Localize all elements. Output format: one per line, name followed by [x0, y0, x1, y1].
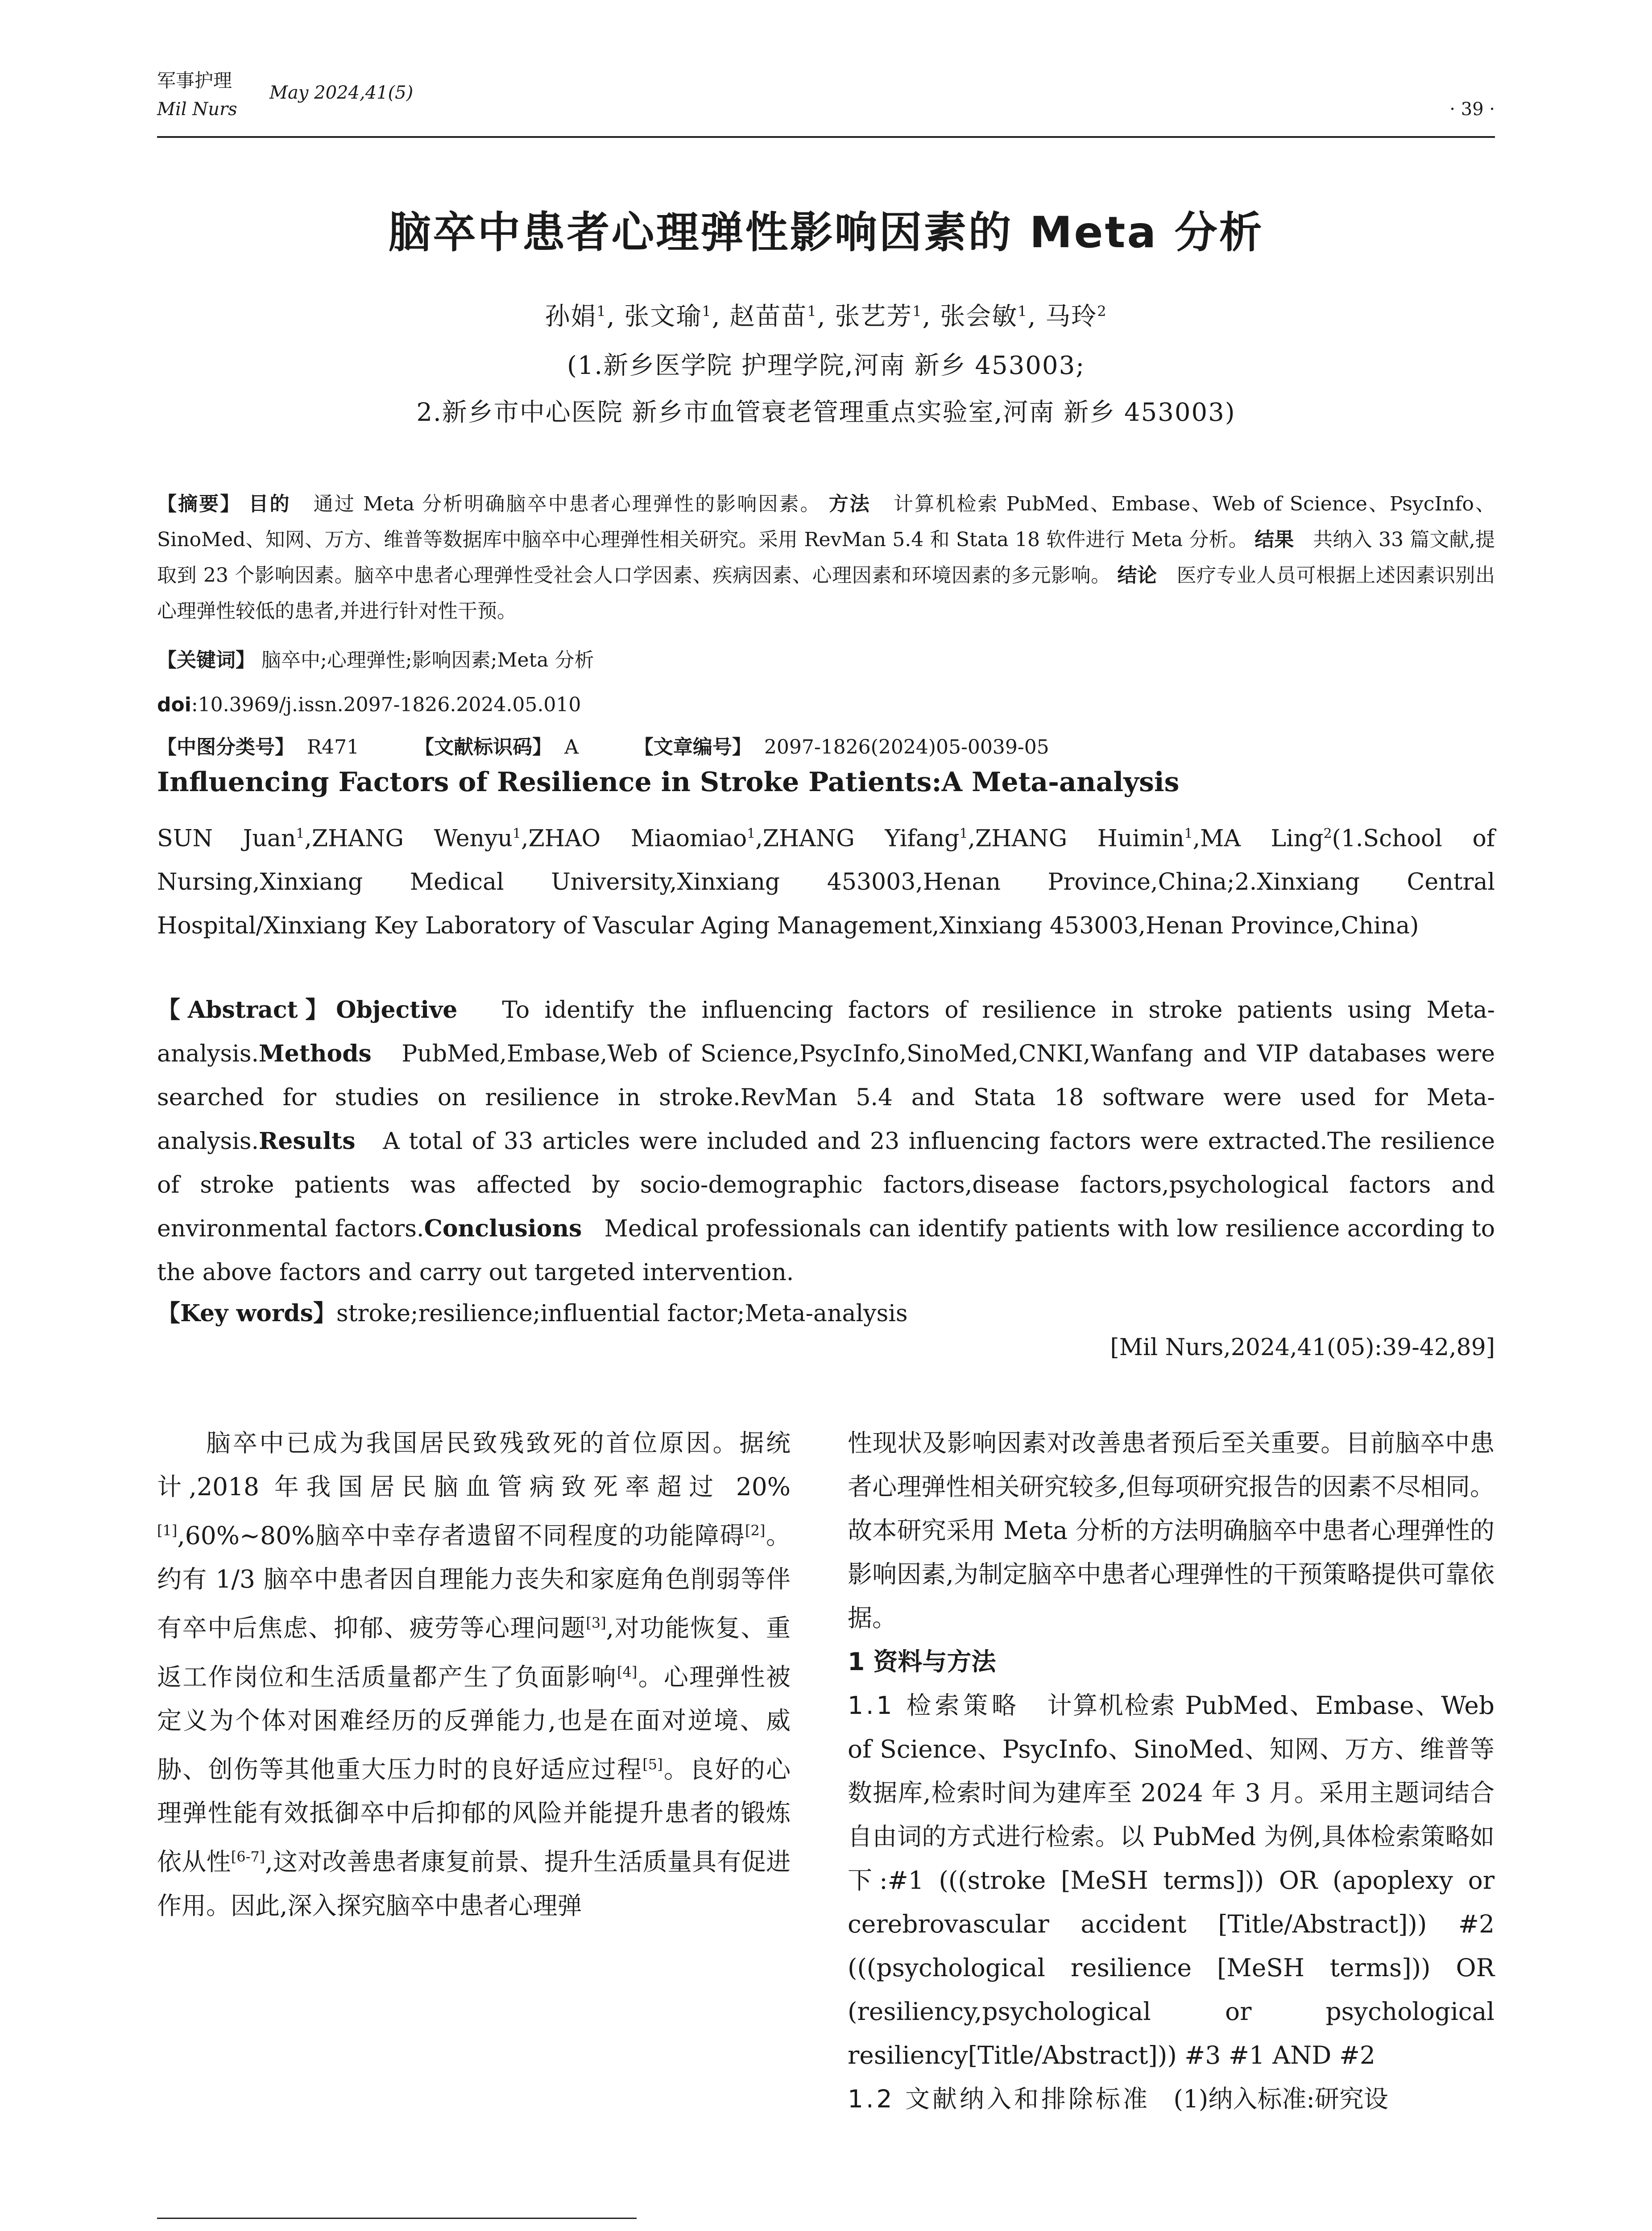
author-list-en: SUN Juan$^1$,ZHANG Wenyu$^1$,ZHAO Miaomiao$^1$,ZHANG Yifang$^1$,ZHANG Huimin$^1$,MA Ling$^2$(1.School of Nursing,Xinxiang Medical University,Xinxiang 453003,Henan Province,China;2.Xinxiang Central Hospital/Xinxiang Key Laboratory of Vascular Aging Management,Xinxiang 453003,Henan Province,China) — [157, 825, 1495, 940]
results-text: 共纳入 33 篇文献,提取到 23 个影响因素。脑卒中患者心理弹性受社会人口学因素、疾病因素、心理因素和环境因素的多元影响。 — [157, 528, 1495, 587]
body-paragraph: 1.2 文献纳入和排除标准 (1)纳入标准:研究设 — [848, 2085, 1388, 2113]
results-en-text: A total of 33 articles were included and 23 influencing factors were extracted.The resilience of stroke patients was affected by socio-demographic factors,disease factors,psychological factors and environmental factors. — [157, 1128, 1495, 1242]
body-paragraph: 脑卒中已成为我国居民致残致死的首位原因。据统计,2018 年我国居民脑血管病致死率超过 20%[1],60%~80%脑卒中幸存者遗留不同程度的功能障碍[2]。约有 1/3 脑卒中患者因自理能力丧失和家庭角色削弱等伴有卒中后焦虑、抑郁、疲劳等心理问题[3],对功能恢复、重返工作岗位和生活质量都产生了负面影响[4]。心理弹性被定义为个体对困难经历的反弹能力,也是在面对逆境、威胁、创伤等其他重大压力时的良好适应过程[5]。良好的心理弹性能有效抵御卒中后抑郁的风险并能提升患者的锻炼依从性[6-7],这对改善患者康复前景、提升生活质量具有促进作用。因此,深入探究脑卒中患者心理弹 — [157, 1429, 791, 1920]
footnote-rule — [157, 2218, 637, 2219]
paper-title: 脑卒中患者心理弹性影响因素的 Meta 分析 — [388, 207, 1264, 257]
objective-label: 目的 — [248, 493, 291, 515]
subsection-heading: 1.1 检索策略 — [848, 1691, 1020, 1720]
reference-mark[interactable]: [2] — [745, 1522, 766, 1539]
classification-line — [157, 730, 1495, 765]
author: 赵苗苗 — [729, 302, 807, 331]
conclusions-en-label: Conclusions — [424, 1215, 582, 1242]
abstract-label: 【摘要】 — [157, 493, 241, 515]
section-heading: 1 资料与方法 — [848, 1647, 996, 1676]
journal-name-en: Mil Nurs — [157, 99, 237, 120]
doi — [157, 687, 1495, 723]
clc-label: 【中图分类号】 — [157, 736, 294, 759]
objective-en-label: Objective — [336, 996, 458, 1024]
objective-en-text: To identify the influencing factors of resilience in stroke patients using Meta-analysis. — [157, 997, 1495, 1067]
conclusions-en-text: Medical professionals can identify patients with low resilience according to the above factors and carry out targeted intervention. — [157, 1215, 1495, 1286]
article-no-value: 2097-1826(2024)05-0039-05 — [764, 736, 1049, 759]
reference-mark[interactable]: [5] — [642, 1755, 663, 1773]
objective-text: 通过 Meta 分析明确脑卒中患者心理弹性的影响因素。 — [313, 493, 821, 515]
author: 孙娟 — [545, 302, 597, 331]
page-number: · 39 · — [1449, 99, 1495, 120]
keywords-en — [157, 1292, 1495, 1335]
keywords-cn — [157, 643, 1495, 678]
issue-info: May 2024,41(5) — [269, 83, 414, 103]
methods-label: 方法 — [828, 493, 871, 515]
author: 马玲 — [1045, 302, 1097, 331]
reference-mark[interactable]: [1] — [157, 1522, 178, 1539]
affiliations-en: (1.School of Nursing,Xinxiang Medical University,Xinxiang 453003,Henan Province,China;2.Xinxiang Central Hospital/Xinxiang Key Laboratory of Vascular Aging Management,Xinxiang 453003,Henan Province,China) — [157, 825, 1495, 940]
author: 张会敏 — [940, 302, 1018, 331]
conclusion-text: 医疗专业人员可根据上述因素识别出心理弹性较低的患者,并进行针对性干预。 — [157, 564, 1495, 622]
doi-label: doi — [157, 693, 191, 716]
header-rule — [157, 136, 1495, 138]
affiliation-1: (1.新乡医学院 护理学院,河南 新乡 453003; — [567, 351, 1085, 380]
methods-en-label: Methods — [259, 1040, 372, 1067]
reference-mark[interactable]: [6-7] — [231, 1848, 265, 1866]
subsection-heading: 1.2 文献纳入和排除标准 — [848, 2085, 1150, 2113]
methods-text: 计算机检索 PubMed、Embase、Web of Science、PsycInfo、SinoMed、知网、万方、维普等数据库中脑卒中心理弹性相关研究。采用 RevMan 5.4 和 Stata 18 软件进行 Meta 分析。 — [157, 493, 1495, 551]
doc-code-value: A — [564, 736, 579, 759]
abstract-en — [157, 988, 1495, 1294]
author: 张艺芳 — [835, 302, 913, 331]
journal-name-cn: 军事护理 — [157, 70, 232, 91]
author-list: 孙娟$^1$, 张文瑜$^1$, 赵苗苗$^1$, 张艺芳$^1$, 张会敏$^1$, 马玲$^2$ — [545, 302, 1107, 331]
doc-code-label: 【文献标识码】 — [414, 736, 552, 759]
body-paragraph: 1.1 检索策略 计算机检索 PubMed、Embase、Web of Science、PsycInfo、SinoMed、知网、万方、维普等数据库,检索时间为建库至 2024 年 3 月。采用主题词结合自由词的方式进行检索。以 PubMed 为例,具体检索策略如下:#1 (((stroke [MeSH terms])) OR (apoplexy or cerebrovascular accident [Title/Abstract])) #2 (((psychological resilience [MeSH terms])) OR (resiliency,psychological or psychological resiliency[Title/Abstract])) #3 #1 AND #2 — [848, 1691, 1495, 2069]
conclusion-label: 结论 — [1117, 564, 1157, 587]
abstract-cn — [157, 486, 1495, 629]
body-column-left — [157, 1421, 791, 1928]
citation: [Mil Nurs,2024,41(05):39-42,89] — [1110, 1334, 1495, 1361]
keywords-en-text: stroke;resilience;influential factor;Meta-analysis — [336, 1300, 908, 1327]
reference-mark[interactable]: [3] — [586, 1614, 606, 1632]
results-en-label: Results — [259, 1128, 356, 1155]
affiliation-2: 2.新乡市中心医院 新乡市血管衰老管理重点实验室,河南 新乡 453003) — [416, 398, 1236, 427]
reference-mark[interactable]: [4] — [617, 1663, 638, 1680]
keywords-text: 脑卒中;心理弹性;影响因素;Meta 分析 — [261, 649, 594, 672]
author: 张文瑜 — [624, 302, 702, 331]
body-paragraph: 性现状及影响因素对改善患者预后至关重要。目前脑卒中患者心理弹性相关研究较多,但每项研究报告的因素不尽相同。故本研究采用 Meta 分析的方法明确脑卒中患者心理弹性的影响因素,为制定脑卒中患者心理弹性的干预策略提供可靠依据。 — [848, 1429, 1495, 1632]
clc-value: R471 — [306, 736, 360, 759]
keywords-label: 【关键词】 — [157, 649, 255, 672]
doi-text: :10.3969/j.issn.2097-1826.2024.05.010 — [191, 693, 581, 716]
article-no-label: 【文章编号】 — [633, 736, 752, 759]
footnotes — [157, 2224, 791, 2231]
results-label: 结果 — [1255, 528, 1294, 551]
paper-title-en: Influencing Factors of Resilience in Stroke Patients:A Meta-analysis — [157, 767, 1180, 798]
keywords-en-label: 【Key words】 — [157, 1300, 336, 1327]
abstract-en-label: 【Abstract】 — [157, 996, 336, 1024]
methods-en-text: PubMed,Embase,Web of Science,PsycInfo,SinoMed,CNKI,Wanfang and VIP databases were searched for studies on resilience in stroke.RevMan 5.4 and Stata 18 software were used for Meta-analysis. — [157, 1041, 1495, 1155]
body-column-right — [848, 1421, 1495, 2121]
